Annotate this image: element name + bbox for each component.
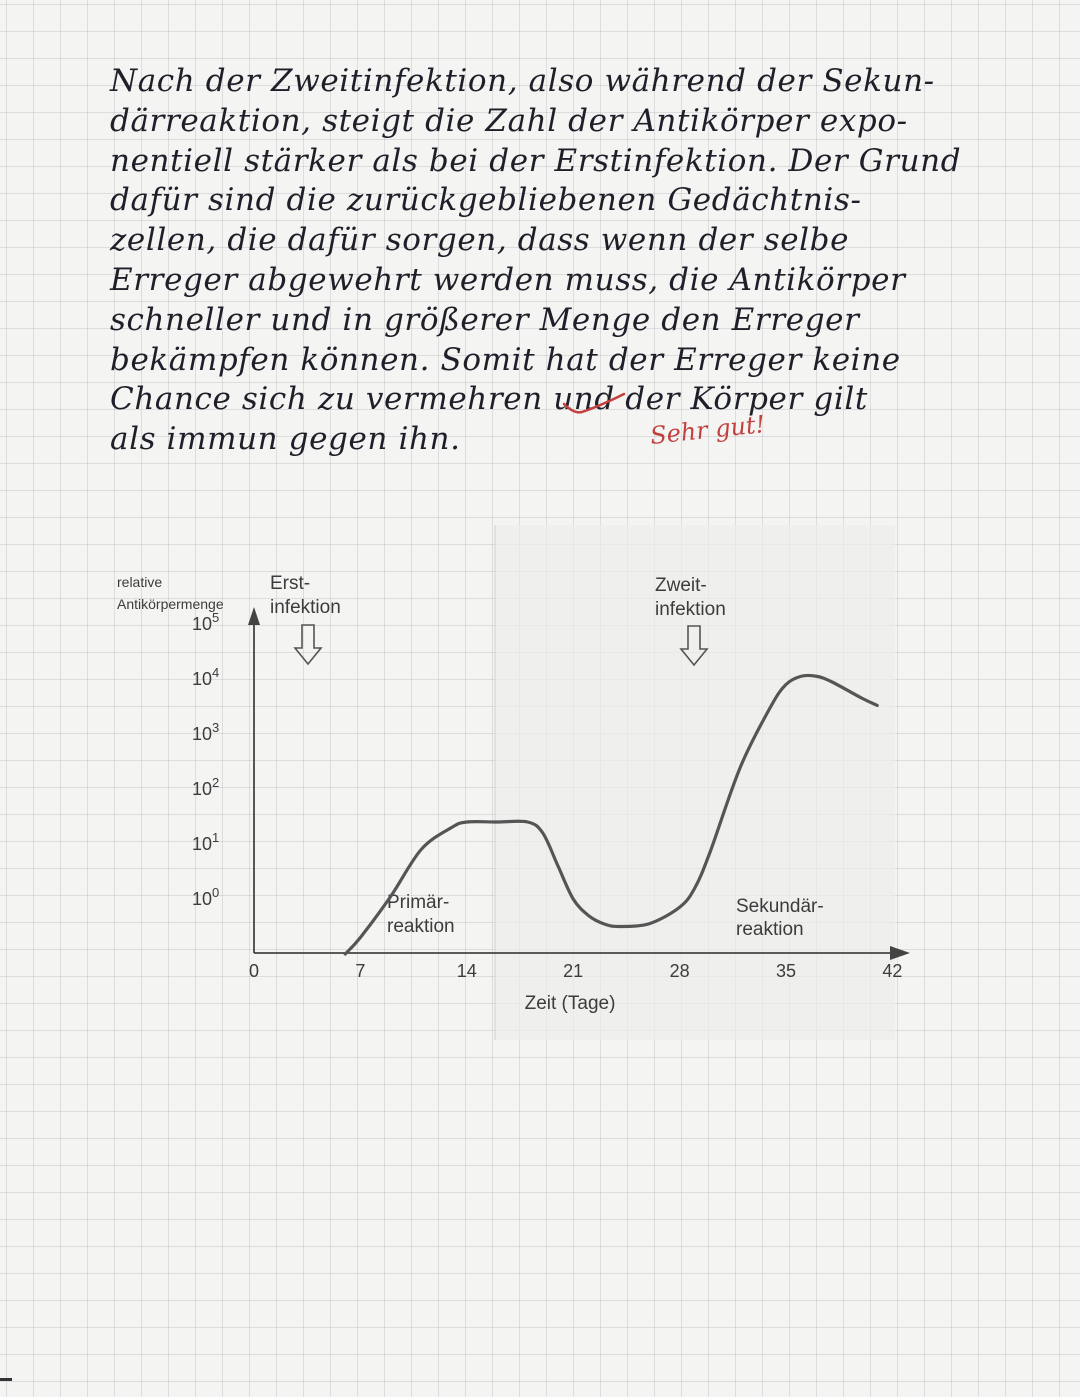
handwritten-line: nentiell stärker als bei der Erstinfektion. Der Grund [110, 142, 962, 179]
zweit-label-line2: infektion [655, 599, 726, 620]
handwritten-line: dafür sind die zurückgebliebenen Gedächtnis- [110, 182, 862, 219]
erst-label-line1: Erst- [270, 573, 311, 594]
x-tick-label: 28 [669, 961, 690, 981]
teacher-comment: Sehr gut! [648, 410, 767, 450]
x-tick-label: 35 [775, 961, 797, 981]
y-tick-label: $10^3$ [192, 720, 220, 744]
checkmark-icon [560, 390, 630, 420]
y-tick-label: $10^2$ [192, 775, 220, 799]
y-tick-label: $10^0$ [192, 885, 220, 909]
x-tick-label: 14 [456, 961, 477, 981]
handwritten-line: schneller und in größerer Menge den Erreger [110, 301, 860, 338]
x-tick-label: 21 [563, 961, 584, 981]
handwritten-line: Erreger abgewehrt werden muss, die Antikörper [110, 261, 906, 298]
handwritten-line: Chance sich zu vermehren und der Körper gilt [110, 381, 868, 418]
x-tick-label: 42 [882, 961, 903, 981]
handwritten-answer [110, 62, 990, 460]
antibody-chart [100, 525, 930, 1045]
handwritten-line: als immun gegen ihn. [110, 421, 461, 458]
handwritten-line: Nach der Zweitinfektion, also während der Sekun- [110, 63, 935, 99]
sekundaer-label-line1: Sekundär- [736, 896, 824, 917]
pen-mark [0, 1378, 12, 1381]
erst-arrow-icon [295, 625, 321, 664]
y-tick-label: $10^1$ [192, 830, 220, 854]
y-tick-label: $10^5$ [192, 610, 220, 634]
zweit-label-line1: Zweit- [655, 575, 707, 596]
handwritten-line: därreaktion, steigt die Zahl der Antikörper expo- [110, 102, 908, 139]
y-axis-arrow [248, 607, 260, 625]
x-tick-label: 0 [248, 961, 260, 981]
handwritten-line: bekämpfen können. Somit hat der Erreger keine [110, 341, 901, 378]
primaer-label-line2: reaktion [387, 916, 455, 937]
y-tick-label: $10^4$ [192, 665, 220, 689]
primaer-label-line1: Primär- [387, 892, 450, 913]
x-axis-arrow [890, 946, 910, 960]
y-axis-label-line2: Antikörpermenge [117, 596, 224, 612]
y-axis-label-line1: relative [117, 574, 163, 590]
x-axis-label: Zeit (Tage) [524, 993, 616, 1014]
erst-label-line2: infektion [270, 597, 341, 618]
sekundaer-label-line2: reaktion [736, 919, 804, 940]
x-tick-label: 7 [355, 961, 366, 981]
handwritten-line: zellen, die dafür sorgen, dass wenn der selbe [110, 222, 850, 259]
